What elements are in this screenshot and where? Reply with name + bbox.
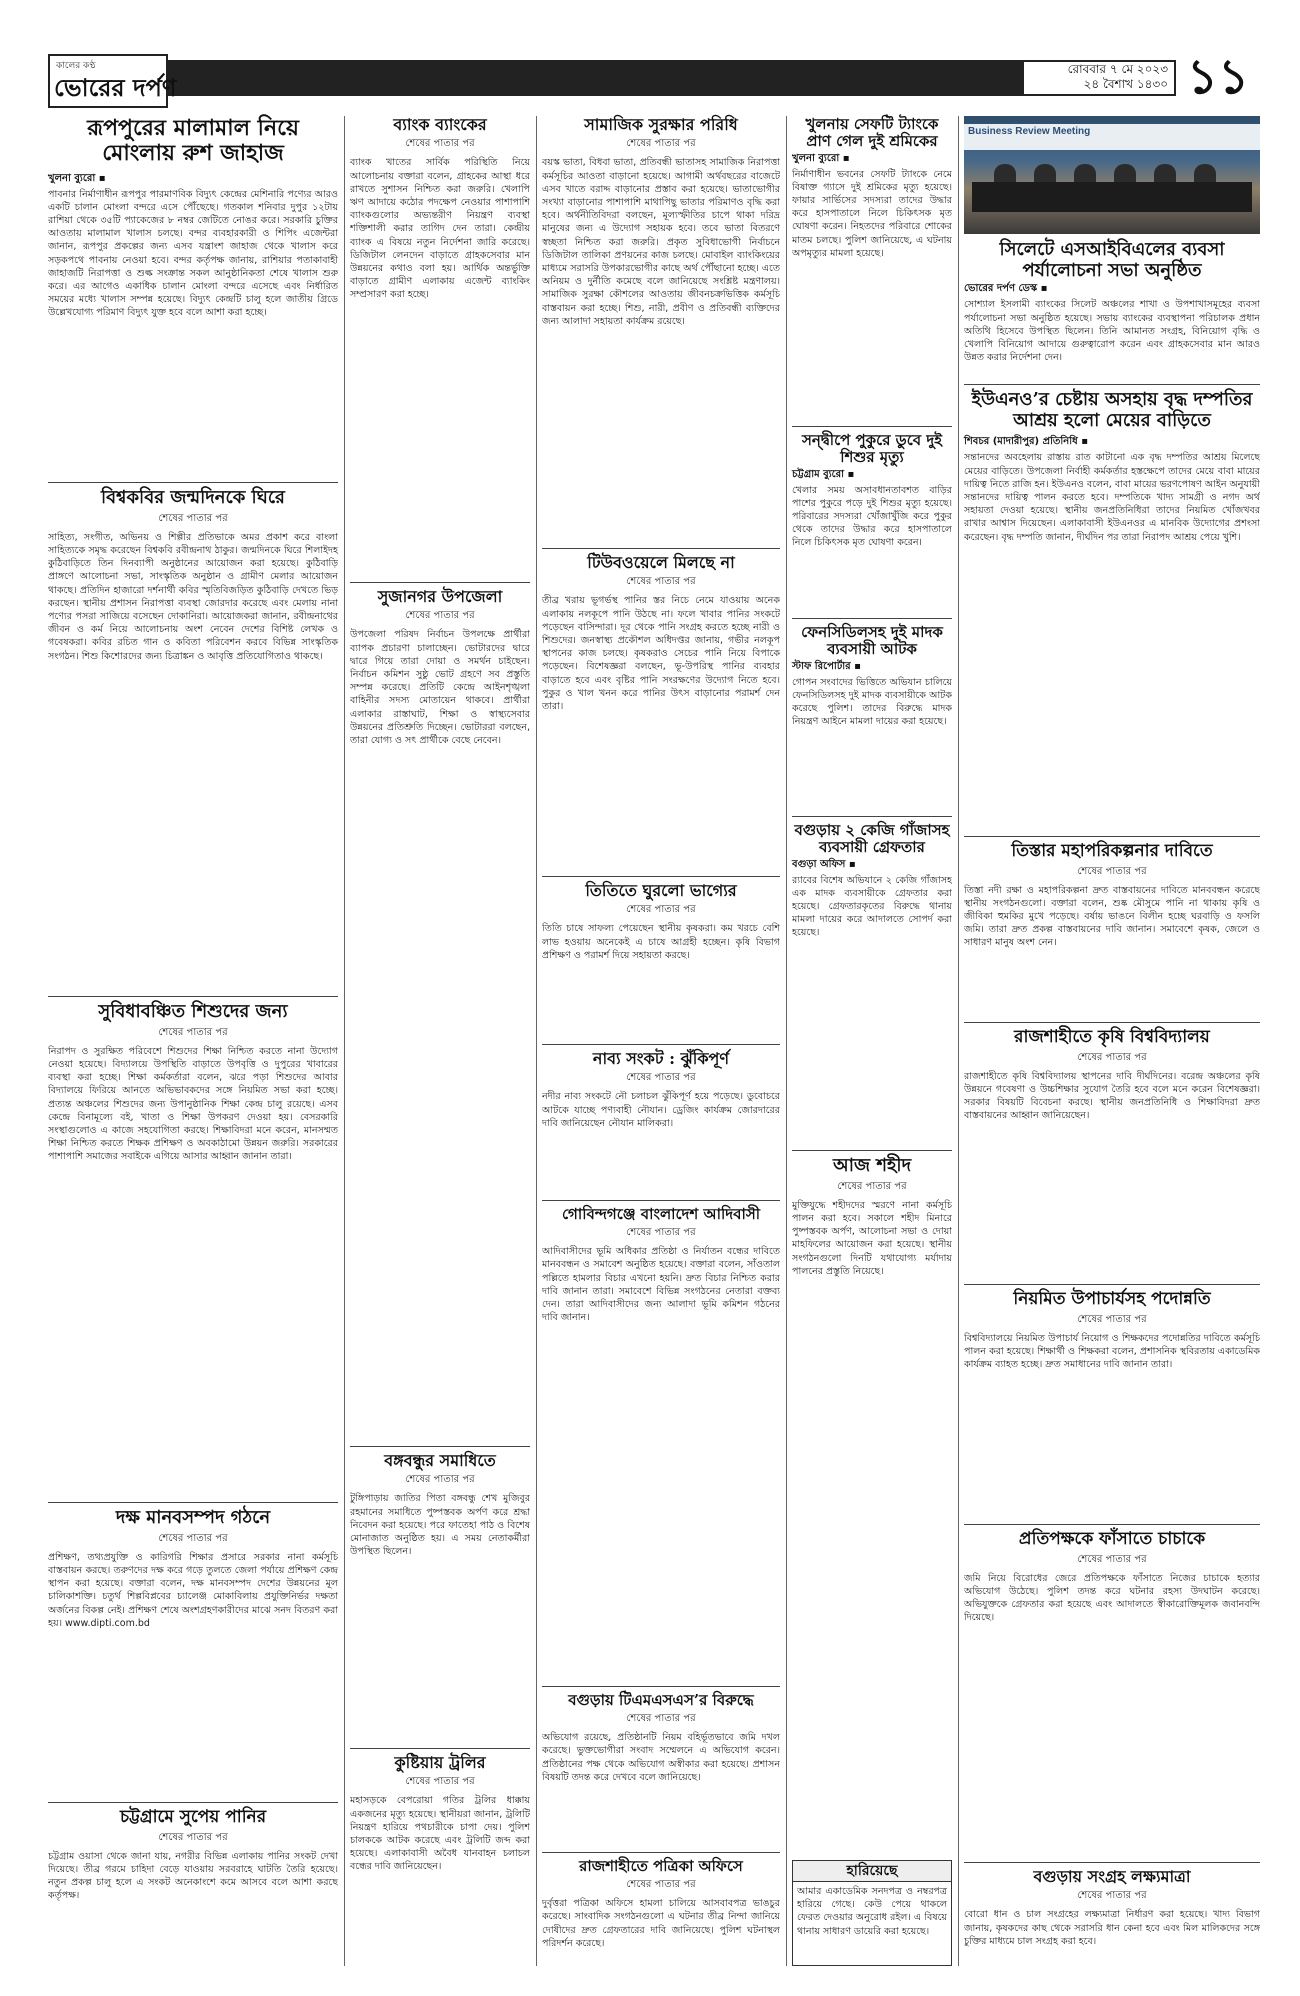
- continuation-label: শেষের পাতার পর: [1077, 1890, 1147, 1902]
- continuation-label: শেষের পাতার পর: [405, 138, 475, 150]
- divider: [350, 1748, 530, 1749]
- divider: [542, 1852, 780, 1853]
- continuation-label: শেষের পাতার পর: [626, 1227, 696, 1239]
- divider: [542, 1044, 780, 1045]
- headline: দক্ষ মানবসম্পদ গঠনে: [115, 1507, 271, 1528]
- divider: [964, 1284, 1260, 1285]
- continuation-label: শেষের পাতার পর: [158, 512, 228, 524]
- continuation-label: শেষের পাতার পর: [1077, 1553, 1147, 1565]
- article-body: বিশ্ববিদ্যালয়ে নিয়মিত উপাচার্য নিয়োগ ও শিক্ষকদের পদোন্নতির দাবিতে কর্মসূচি পালন করা হয়েছে। শিক্ষার্থী ও শিক্ষকরা বলেন, প্রশাসনিক স্থবিরতায় একাডেমিক কার্যক্রম ব্যাহত হচ্ছে। দ্রুত সমাধানের দাবি জানান তারা।: [964, 1332, 1260, 1370]
- article-khulna-tank: [792, 116, 952, 404]
- article-body: ব্যাংক খাতের সার্বিক পরিস্থিতি নিয়ে আলোচনায় বক্তারা বলেন, গ্রাহকের আস্থা ধরে রাখতে সুশাসন নিশ্চিত করা জরুরি। খেলাপি ঋণ আদায়ে কঠোর পদক্ষেপ নেওয়ার পাশাপাশি ব্যাংকগুলোর অভ্যন্তরীণ নিয়ন্ত্রণ ব্যবস্থা শক্তিশালী করার তাগিদ দেন তারা। কেন্দ্রীয় ব্যাংক এ বিষয়ে নতুন নির্দেশনা জারি করেছে। ডিজিটাল লেনদেন বাড়াতে গ্রাহকসেবার মান উন্নয়নের কথাও বলা হয়। আর্থিক অন্তর্ভুক্তি বাড়াতে গ্রামীণ এলাকায় এজেন্ট ব্যাংকিং সম্প্রসারণ করা হচ্ছে।: [350, 157, 530, 301]
- article-aaj-shahid: [792, 1156, 952, 1759]
- article-tista: [964, 842, 1260, 1026]
- article-body: টুঙ্গিপাড়ায় জাতির পিতা বঙ্গবন্ধু শেখ মুজিবুর রহমানের সমাধিতে পুষ্পস্তবক অর্পণ করে শ্রদ্ধা নিবেদন করা হয়েছে। পরে ফাতেহা পাঠ ও বিশেষ মোনাজাত অনুষ্ঠিত হয়। এ সময় নেতাকর্মীরা উপস্থিত ছিলেন।: [350, 1493, 530, 1558]
- article-body: তিস্তা নদী রক্ষা ও মহাপরিকল্পনা দ্রুত বাস্তবায়নের দাবিতে মানববন্ধন করেছে স্থানীয় সংগঠনগুলো। বক্তারা বলেন, শুষ্ক মৌসুমে পানি না থাকায় কৃষি ও জীবিকা হুমকির মুখে পড়েছে। বর্ষায় ভাঙনে বিলীন হচ্ছে ঘরবাড়ি ও ফসলি জমি। তারা দ্রুত প্রকল্প বাস্তবায়নের দাবি জানান। সমাবেশে কৃষক, জেলে ও সাধারণ মানুষ অংশ নেন।: [964, 884, 1260, 949]
- headline: আজ শহীদ: [832, 1155, 912, 1176]
- article-body: সাহিত্য, সংগীত, অভিনয় ও শিল্পীর প্রতিভাকে অমর প্রকাশ করে বাংলা সাহিত্যকে সমৃদ্ধ করেছেন বিশ্বকবি রবীন্দ্রনাথ ঠাকুর। জন্মদিনকে ঘিরে শিলাইদহ কুঠিবাড়িতে তিন দিনব্যাপী অনুষ্ঠানের আয়োজন করা হয়েছে। কুঠিবাড়ি প্রাঙ্গণে আলোচনা সভা, সাংস্কৃতিক অনুষ্ঠান ও গ্রামীণ মেলার আয়োজন থাকছে। প্রতিদিন হাজারো দর্শনার্থী কবির স্মৃতিবিজড়িত কুঠিবাড়ি দেখতে ভিড় করছেন। স্থানীয় প্রশাসন নিরাপত্তা ব্যবস্থা জোরদার করেছে এবং মেলায় নানা পণ্যের পসরা সাজিয়ে বসেছেন দোকানিরা। আয়োজকরা জানান, রবীন্দ্রনাথের জীবন ও কর্ম নিয়ে আলোচনায় অংশ নেবেন দেশের বিশিষ্ট লেখক ও গবেষকরা। কবির রচিত গান ও কবিতা পরিবেশন করবে বিভিন্ন সাংস্কৃতিক সংগঠন। শিশু কিশোরদের জন্য চিত্রাঙ্কন ও আবৃত্তি প্রতিযোগিতাও থাকছে।: [48, 531, 338, 662]
- divider: [48, 1502, 338, 1503]
- article-rajshahi-krishi: [964, 1028, 1260, 1288]
- divider: [542, 1200, 780, 1201]
- continuation-label: শেষের পাতার পর: [626, 1879, 696, 1891]
- headline: কুষ্টিয়ায় ট্রলির: [394, 1753, 486, 1772]
- column-divider: [536, 116, 537, 1966]
- divider: [542, 1686, 780, 1687]
- headline: সিলেটে এসআইবিএলের ব্যবসা পর্যালোচনা সভা অনুষ্ঠিত: [999, 239, 1225, 281]
- column-divider: [786, 116, 787, 1966]
- article-rooppur: [48, 116, 338, 498]
- lost-notice: [792, 1860, 952, 1966]
- logo-kicker: কালের কণ্ঠ: [56, 61, 96, 71]
- date-bangla: ২৪ বৈশাখ ১৪৩০: [1083, 77, 1168, 91]
- article-sujanagar: [350, 588, 530, 1448]
- byline: চট্টগ্রাম ব্যুরো ▪: [792, 468, 855, 480]
- headline: বগুড়ায় টিএমএসএস’র বিরুদ্ধে: [568, 1691, 754, 1709]
- article-body: নির্মাণাধীন ভবনের সেফটি ট্যাংকে নেমে বিষাক্ত গ্যাসে দুই শ্রমিকের মৃত্যু হয়েছে। ফায়ার সার্ভিসের সদস্যরা তাদের উদ্ধার করে হাসপাতালে নিলে চিকিৎসক মৃত ঘোষণা করেন। নিহতদের পরিবারে শোকের মাতম চলছে। পুলিশ জানিয়েছে, এ ঘটনায় অপমৃত্যুর মামলা হয়েছে।: [792, 168, 952, 259]
- logo-title: ভোরের দর্পণ: [54, 73, 177, 102]
- byline: শিবচর (মাদারীপুর) প্রতিনিধি ▪: [964, 436, 1088, 448]
- headline: টিউবওয়েলে মিলছে না: [587, 553, 735, 572]
- headline: বগুড়ায় ২ কেজি গাঁজাসহ ব্যবসায়ী গ্রেফতার: [794, 821, 950, 857]
- lost-notice-body: আমার একাডেমিক সনদপত্র ও নম্বরপত্র হারিয়ে গেছে। কেউ পেয়ে থাকলে ফেরত দেওয়ার অনুরোধ রইল। এ বিষয়ে থানায় সাধারণ ডায়েরি করা হয়েছে।: [797, 1886, 947, 1937]
- continuation-label: শেষের পাতার পর: [626, 576, 696, 588]
- divider: [350, 582, 530, 583]
- article-body: প্রশিক্ষণ, তথ্যপ্রযুক্তি ও কারিগরি শিক্ষার প্রসারে সরকার নানা কর্মসূচি বাস্তবায়ন করছে। তরুণদের দক্ষ করে গড়ে তুলতে জেলা পর্যায়ে প্রশিক্ষণ কেন্দ্র স্থাপন করা হয়েছে। বক্তারা বলেন, দক্ষ মানবসম্পদ দেশের উন্নয়নের মূল চালিকাশক্তি। চতুর্থ শিল্পবিপ্লবের চ্যালেঞ্জ মোকাবিলায় প্রযুক্তিনির্ভর দক্ষতা অর্জনের বিকল্প নেই। প্রশিক্ষণ শেষে অংশগ্রহণকারীদের মাঝে সনদ বিতরণ করা হয়। www.dipti.com.bd: [48, 1551, 338, 1629]
- page-number: ১১: [1176, 46, 1260, 108]
- article-bogura-ganja: [792, 822, 952, 1134]
- continuation-label: শেষের পাতার পর: [626, 138, 696, 150]
- article-titith: [542, 882, 780, 1040]
- continuation-label: শেষের পাতার পর: [1077, 1313, 1147, 1325]
- continuation-label: শেষের পাতার পর: [158, 1026, 228, 1038]
- divider: [964, 1022, 1260, 1023]
- byline: ভোরের দর্পণ ডেস্ক ▪: [964, 283, 1048, 295]
- article-body: র‌্যাবের বিশেষ অভিযানে ২ কেজি গাঁজাসহ এক মাদক ব্যবসায়ীকে গ্রেফতার করা হয়েছে। গ্রেফতারকৃতের বিরুদ্ধে থানায় মামলা দায়ের করে আদালতে সোপর্দ করা হয়েছে।: [792, 874, 952, 939]
- date-box: [1024, 62, 1174, 94]
- headline: খুলনায় সেফটি ট্যাংকে প্রাণ গেল দুই শ্রমিকের: [805, 115, 939, 151]
- divider: [964, 384, 1260, 385]
- column-divider: [344, 116, 345, 1966]
- continuation-label: শেষের পাতার পর: [626, 904, 696, 916]
- headline: রূপপুরের মালামাল নিয়ে মোংলায় রুশ জাহাজ: [87, 115, 299, 167]
- article-body: নদীর নাব্য সংকটে নৌ চলাচল ঝুঁকিপূর্ণ হয়ে পড়েছে। ডুবোচরে আটকে যাচ্ছে পণ্যবাহী নৌযান। ড্রেজিং কার্যক্রম জোরদারের দাবি জানিয়েছেন নৌযান মালিকরা।: [542, 1091, 780, 1129]
- headline: ইউএনও’র চেষ্টায় অসহায় বৃদ্ধ দম্পতির আশ্রয় হলো মেয়ের বাড়িতে: [971, 389, 1253, 431]
- headline: বগুড়ায় সংগ্রহ লক্ষ্যমাত্রা: [1033, 1867, 1191, 1886]
- continuation-label: শেষের পাতার পর: [405, 1776, 475, 1788]
- article-sandwip: [792, 432, 952, 622]
- article-body: আদিবাসীদের ভূমি অধিকার প্রতিষ্ঠা ও নির্যাতন বন্ধের দাবিতে মানববন্ধন ও সমাবেশ অনুষ্ঠিত হয়েছে। বক্তারা বলেন, সাঁওতাল পল্লিতে হামলার বিচার এখনো হয়নি। দ্রুত বিচার নিশ্চিত করার দাবি জানান তারা। সমাবেশে বিভিন্ন সংগঠনের নেতারা বক্তব্য দেন। তারা আদিবাসীদের জন্য আলাদা ভূমি কমিশন গঠনের দাবি জানান।: [542, 1246, 780, 1324]
- article-samajik: [542, 116, 780, 542]
- article-niyamit: [964, 1290, 1260, 1528]
- photo-banner: [964, 124, 1260, 150]
- article-fensidil: [792, 624, 952, 808]
- lost-notice-title: হারিয়েছে: [793, 1861, 951, 1882]
- date-gregorian: রোববার ৭ মে ২০২৩: [1067, 62, 1168, 76]
- article-subidha: [48, 1002, 338, 1507]
- article-body: গোপন সংবাদের ভিত্তিতে অভিযান চালিয়ে ফেনসিডিলসহ দুই মাদক ব্যবসায়ীকে আটক করেছে পুলিশ। তাদের বিরুদ্ধে মাদক নিয়ন্ত্রণ আইনে মামলা দায়ের করা হয়েছে।: [792, 676, 952, 728]
- article-pratipakkha: [964, 1530, 1260, 1866]
- article-body: উপজেলা পরিষদ নির্বাচন উপলক্ষে প্রার্থীরা ব্যাপক প্রচারণা চালাচ্ছেন। ভোটারদের দ্বারে দ্বারে গিয়ে তারা দোয়া ও সমর্থন চাইছেন। নির্বাচন কমিশন সুষ্ঠু ভোট গ্রহণে সব প্রস্তুতি সম্পন্ন করেছে। প্রতিটি কেন্দ্রে আইনশৃঙ্খলা বাহিনীর সদস্য মোতায়েন থাকবে। প্রার্থীরা এলাকার রাস্তাঘাট, শিক্ষা ও স্বাস্থ্যসেবার উন্নয়নের প্রতিশ্রুতি দিচ্ছেন। ভোটাররা বলছেন, তারা যোগ্য ও সৎ প্রার্থীকে বেছে নেবেন।: [350, 629, 530, 747]
- article-chattogram: [48, 1808, 338, 1990]
- divider: [792, 426, 952, 427]
- headline: বিশ্বকবির জন্মদিনকে ঘিরে: [101, 487, 285, 508]
- headline: নাব্য সংকট : ঝুঁকিপূর্ণ: [592, 1049, 730, 1068]
- headline: গোবিন্দগঞ্জে বাংলাদেশ আদিবাসী: [561, 1205, 761, 1223]
- article-body: সন্তানদের অবহেলায় রাস্তায় রাত কাটানো এক বৃদ্ধ দম্পতির আশ্রয় মিলেছে মেয়ের বাড়িতে। উপজেলা নির্বাহী কর্মকর্তার হস্তক্ষেপে তাদের মেয়ে বাবা মায়ের দায়িত্ব নিতে রাজি হন। ইউএনও বলেন, বাবা মায়ের ভরণপোষণ আইন অনুযায়ী সন্তানদের দায়িত্ব পালন করতে হবে। দম্পতিকে খাদ্য সামগ্রী ও নগদ অর্থ সহায়তা দেওয়া হয়েছে। স্থানীয় জনপ্রতিনিধিরা তাদের নিয়মিত খোঁজখবর রাখার আশ্বাস দিয়েছেন। এলাকাবাসী ইউএনওর এ মানবিক উদ্যোগের প্রশংসা করেছেন। বৃদ্ধ দম্পতি জানান, দীর্ঘদিন পর তারা নিরাপদ আশ্রয় পেয়ে খুশি।: [964, 452, 1260, 543]
- byline: বগুড়া অফিস ▪: [792, 858, 856, 870]
- article-body: চট্টগ্রাম ওয়াসা থেকে জানা যায়, নগরীর বিভিন্ন এলাকায় পানির সংকট দেখা দিয়েছে। তীব্র গরমে চাহিদা বেড়ে যাওয়ায় সরবরাহে ঘাটতি তৈরি হয়েছে। নতুন প্রকল্প চালু হলে এ সংকট অনেকাংশে কমে আসবে বলে আশা করছে কর্তৃপক্ষ।: [48, 1850, 338, 1902]
- divider: [964, 1862, 1260, 1863]
- divider: [792, 1150, 952, 1151]
- byline: খুলনা ব্যুরো ▪: [792, 152, 850, 164]
- headline: রাজশাহীতে পত্রিকা অফিসে: [579, 1857, 743, 1875]
- continuation-label: শেষের পাতার পর: [405, 610, 475, 622]
- article-body: পাবনার নির্মাণাধীন রূপপুর পারমাণবিক বিদ্যুৎ কেন্দ্রের মেশিনারি পণ্যের আরও একটি চালান মোংলা বন্দরে এসে পৌঁছেছে। গতকাল শনিবার দুপুর ১২টায় রাশিয়া থেকে ৩৫টি প্যাকেজের ৮ নম্বর জেটিতে নোঙর করে। সরকারি চুক্তির আওতায় মালামাল খালাস চলছে। বন্দর ব্যবহারকারী ও শিপিং এজেন্টরা জানান, রূপপুর প্রকল্পের জন্য এসব যন্ত্রাংশ জাহাজ থেকে খালাস করে সড়কপথে পাবনায় নেওয়া হবে। বন্দর কর্তৃপক্ষ জানায়, রাশিয়ার পতাকাবাহী জাহাজটি নিরাপত্তা ও শুল্ক সংক্রান্ত সকল আনুষ্ঠানিকতা শেষে খালাস শুরু করে। এর আগেও একাধিক চালান মোংলা বন্দরে এসেছে এবং নির্ধারিত সময়ের মধ্যে খালাস সম্পন্ন হয়েছে। বিদ্যুৎ কেন্দ্রটি চালু হলে জাতীয় গ্রিডে উল্লেখযোগ্য পরিমাণ বিদ্যুৎ যুক্ত হবে বলে আশা করা হচ্ছে।: [48, 188, 338, 319]
- headline: তিতিতে ঘুরলো ভাগ্যের: [585, 881, 737, 900]
- article-bishwakabi: [48, 488, 338, 1001]
- photo-banner-text: Business Review Meeting: [968, 126, 1091, 137]
- divider: [542, 548, 780, 549]
- headline: তিস্তার মহাপরিকল্পনার দাবিতে: [1011, 841, 1213, 861]
- continuation-label: শেষের পাতার পর: [158, 1532, 228, 1544]
- headline: ব্যাংক ব্যাংকের: [393, 115, 487, 134]
- continuation-label: শেষের পাতার পর: [626, 1072, 696, 1084]
- article-tubewell: [542, 554, 780, 872]
- article-body: বোরো ধান ও চাল সংগ্রহের লক্ষ্যমাত্রা নির্ধারণ করা হয়েছে। খাদ্য বিভাগ জানায়, কৃষকদের কাছ থেকে সরাসরি ধান কেনা হবে এবং মিল মালিকদের সঙ্গে চুক্তির মাধ্যমে চাল সংগ্রহ করা হবে।: [964, 1909, 1260, 1947]
- divider: [792, 816, 952, 817]
- headline: সামাজিক সুরক্ষার পরিধি: [584, 115, 738, 134]
- article-nabya: [542, 1050, 780, 1196]
- article-rajshahi-patrika: [542, 1858, 780, 1989]
- headline: সুজানগর উপজেলা: [377, 587, 503, 606]
- divider: [48, 996, 338, 997]
- byline: স্টাফ রিপোর্টার ▪: [792, 660, 861, 672]
- article-body: অভিযোগ রয়েছে, প্রতিষ্ঠানটি নিয়ম বহির্ভূতভাবে জমি দখল করেছে। ভুক্তভোগীরা সংবাদ সম্মেলনে এ অভিযোগ করেন। প্রতিষ্ঠানের পক্ষ থেকে অভিযোগ অস্বীকার করা হয়েছে। প্রশাসন বিষয়টি তদন্ত করে দেখবে বলে জানিয়েছে।: [542, 1732, 780, 1783]
- continuation-label: শেষের পাতার পর: [626, 1713, 696, 1725]
- article-body: তিতি চাষে সাফল্য পেয়েছেন স্থানীয় কৃষকরা। কম খরচে বেশি লাভ হওয়ায় অনেকেই এ চাষে আগ্রহী হচ্ছেন। কৃষি বিভাগ প্রশিক্ষণ ও পরামর্শ দিয়ে সহায়তা করছে।: [542, 923, 780, 961]
- divider: [48, 482, 338, 483]
- article-uno: [964, 390, 1260, 827]
- article-bogura-lakkhya: [964, 1868, 1260, 1972]
- headline: ফেনসিডিলসহ দুই মাদক ব্যবসায়ী আটক: [801, 623, 943, 659]
- article-body: নিরাপদ ও সুরক্ষিত পরিবেশে শিশুদের শিক্ষা নিশ্চিত করতে নানা উদ্যোগ নেওয়া হয়েছে। বিদ্যালয়ে উপস্থিতি বাড়াতে উপবৃত্তি ও দুপুরের খাবারের ব্যবস্থা করা হচ্ছে। শিক্ষা কর্মকর্তারা বলেন, ঝরে পড়া শিশুদের আবার বিদ্যালয়ে ফিরিয়ে আনতে অভিভাবকদের সঙ্গে নিয়মিত সভা করা হচ্ছে। প্রত্যন্ত অঞ্চলের শিশুদের জন্য উপানুষ্ঠানিক শিক্ষা কেন্দ্র চালু রয়েছে। এসব কেন্দ্রে বিনামূল্যে বই, খাতা ও শিক্ষা উপকরণ দেওয়া হয়। বেসরকারি সংস্থাগুলোও এ কাজে সহযোগিতা করছে। শিক্ষাবিদরা মনে করেন, মানসম্মত শিক্ষা নিশ্চিত করতে শিক্ষক প্রশিক্ষণ ও অবকাঠামো উন্নয়ন জরুরি। সরকারের পাশাপাশি সমাজের সবাইকে এগিয়ে আসার আহ্বান জানান তারা।: [48, 1045, 338, 1163]
- divider: [792, 618, 952, 619]
- divider: [964, 836, 1260, 837]
- continuation-label: শেষের পাতার পর: [837, 1180, 907, 1192]
- article-body: খেলার সময় অসাবধানতাবশত বাড়ির পাশের পুকুরে পড়ে দুই শিশুর মৃত্যু হয়েছে। পরিবারের সদস্যরা খোঁজাখুঁজি করে পুকুর থেকে তাদের উদ্ধার করে হাসপাতালে নিলে চিকিৎসক মৃত ঘোষণা করেন।: [792, 484, 952, 549]
- article-body: জমি নিয়ে বিরোধের জেরে প্রতিপক্ষকে ফাঁসাতে নিজের চাচাকে হত্যার অভিযোগ উঠেছে। পুলিশ তদন্ত করে ঘটনার রহস্য উদঘাটন করেছে। অভিযুক্তকে গ্রেফতার করা হয়েছে এবং আদালতে স্বীকারোক্তিমূলক জবানবন্দি দিয়েছে।: [964, 1572, 1260, 1624]
- article-body: মহাসড়কে বেপরোয়া গতির ট্রলির ধাক্কায় একজনের মৃত্যু হয়েছে। স্থানীয়রা জানান, ট্রলিটি নিয়ন্ত্রণ হারিয়ে পথচারীকে চাপা দেয়। পুলিশ চালককে আটক করেছে এবং ট্রলিটি জব্দ করা হয়েছে। এলাকাবাসী অবৈধ যানবাহন চলাচল বন্ধের দাবি জানিয়েছেন।: [350, 1795, 530, 1873]
- headline: সন্দ্বীপে পুকুরে ডুবে দুই শিশুর মৃত্যু: [802, 431, 942, 467]
- article-bank: [350, 116, 530, 576]
- article-body: বয়স্ক ভাতা, বিধবা ভাতা, প্রতিবন্ধী ভাতাসহ সামাজিক নিরাপত্তা কর্মসূচির আওতা বাড়ানো হয়েছে। আগামী অর্থবছরের বাজেটে এসব খাতে বরাদ্দ বাড়ানোর প্রস্তাব করা হয়েছে। ভাতাভোগীর সংখ্যা বাড়ানোর পাশাপাশি মাথাপিছু ভাতার পরিমাণও বৃদ্ধি করা হবে। অর্থনীতিবিদরা বলছেন, মূল্যস্ফীতির চাপে থাকা দরিদ্র মানুষের জন্য এ উদ্যোগ সহায়ক হবে। তবে ভাতা বিতরণে স্বচ্ছতা নিশ্চিত করা জরুরি। প্রকৃত সুবিধাভোগী নির্বাচনে ডিজিটাল তালিকা প্রণয়নের কাজ চলছে। মোবাইল ব্যাংকিংয়ের মাধ্যমে সরাসরি উপকারভোগীর কাছে অর্থ পৌঁছানো হচ্ছে। এতে অনিয়ম ও দুর্নীতি কমেছে বলে জানিয়েছে সংশ্লিষ্ট মন্ত্রণালয়। সামাজিক সুরক্ষা কৌশলের আওতায় জীবনচক্রভিত্তিক কর্মসূচি বাস্তবায়ন করা হচ্ছে। শিশু, নারী, প্রবীণ ও প্রতিবন্ধী ব্যক্তিদের জন্য আলাদা সহায়তা কার্যক্রম রয়েছে।: [542, 157, 780, 327]
- divider: [542, 876, 780, 877]
- divider: [350, 1446, 530, 1447]
- continuation-label: শেষের পাতার পর: [158, 1831, 228, 1843]
- headline: নিয়মিত উপাচার্যসহ পদোন্নতি: [1013, 1289, 1211, 1309]
- headline: সুবিধাবঞ্চিত শিশুদের জন্য: [98, 1001, 288, 1022]
- divider: [48, 1802, 338, 1803]
- article-body: তীব্র খরায় ভূগর্ভস্থ পানির স্তর নিচে নেমে যাওয়ায় অনেক এলাকায় নলকূপে পানি উঠছে না। ফলে খাবার পানির সংকটে পড়েছেন বাসিন্দারা। দূর থেকে পানি সংগ্রহ করতে হচ্ছে নারী ও শিশুদের। জনস্বাস্থ্য প্রকৌশল অধিদপ্তর জানায়, গভীর নলকূপ স্থাপনের কাজ চলছে। কৃষকরাও সেচের পানি নিয়ে বিপাকে পড়েছেন। বিশেষজ্ঞরা বলছেন, ভূ-উপরিস্থ পানির ব্যবহার বাড়াতে হবে এবং বৃষ্টির পানি সংরক্ষণের উদ্যোগ নিতে হবে। পুকুর ও খাল খনন করে পানির উৎস বাড়ানোর পরামর্শ দেন তারা।: [542, 595, 780, 713]
- meeting-photo: [964, 116, 1260, 234]
- article-bangabandhu: [350, 1452, 530, 1748]
- continuation-label: শেষের পাতার পর: [405, 1474, 475, 1486]
- article-body: মুক্তিযুদ্ধে শহীদদের স্মরণে নানা কর্মসূচি পালন করা হবে। সকালে শহীদ মিনারে পুষ্পস্তবক অর্পণ, আলোচনা সভা ও দোয়া মাহফিলের আয়োজন করা হয়েছে। স্থানীয় সংগঠনগুলো দিনটি যথাযোগ্য মর্যাদায় পালনের প্রস্তুতি নিয়েছে।: [792, 1199, 952, 1277]
- article-body: সোশ্যাল ইসলামী ব্যাংকের সিলেট অঞ্চলের শাখা ও উপশাখাসমূহের ব্যবসা পর্যালোচনা সভা অনুষ্ঠিত হয়েছে। সভায় ব্যাংকের ব্যবস্থাপনা পরিচালক প্রধান অতিথি হিসেবে উপস্থিত ছিলেন। তিনি আমানত সংগ্রহ, বিনিয়োগ বৃদ্ধি ও খেলাপি বিনিয়োগ আদায়ে গুরুত্বারোপ করেন এবং গ্রাহকসেবার মান আরও উন্নত করার নির্দেশনা দেন।: [964, 299, 1260, 364]
- article-body: রাজশাহীতে কৃষি বিশ্ববিদ্যালয় স্থাপনের দাবি দীর্ঘদিনের। বরেন্দ্র অঞ্চলের কৃষি উন্নয়নে গবেষণা ও উচ্চশিক্ষার সুযোগ তৈরি হবে বলে মনে করেন বিশেষজ্ঞরা। সরকার বিষয়টি বিবেচনা করছে। স্থানীয় জনপ্রতিনিধি ও শিক্ষাবিদরা দ্রুত বাস্তবায়নের আহ্বান জানিয়েছেন।: [964, 1070, 1260, 1122]
- article-sylhet: [964, 240, 1260, 380]
- article-tmss: [542, 1692, 780, 1849]
- article-gobindaganj: [542, 1206, 780, 1685]
- column-divider: [958, 116, 959, 1966]
- byline: খুলনা ব্যুরো ▪: [48, 172, 106, 184]
- continuation-label: শেষের পাতার পর: [1077, 865, 1147, 877]
- newspaper-logo: [48, 54, 177, 108]
- headline: বঙ্গবন্ধুর সমাধিতে: [384, 1451, 496, 1470]
- article-body: দুর্বৃত্তরা পত্রিকা অফিসে হামলা চালিয়ে আসবাবপত্র ভাঙচুর করেছে। সাংবাদিক সংগঠনগুলো এ ঘটনার তীব্র নিন্দা জানিয়ে দোষীদের দ্রুত গ্রেফতারের দাবি জানিয়েছে। পুলিশ ঘটনাস্থল পরিদর্শন করেছে।: [542, 1898, 780, 1949]
- headline: চট্টগ্রামে সুপেয় পানির: [119, 1807, 267, 1827]
- meeting-table: [972, 182, 1252, 212]
- article-kushtia: [350, 1754, 530, 1990]
- headline: রাজশাহীতে কৃষি বিশ্ববিদ্যালয়: [1014, 1027, 1210, 1047]
- masthead: [48, 40, 1260, 110]
- continuation-label: শেষের পাতার পর: [1077, 1051, 1147, 1063]
- divider: [964, 1524, 1260, 1525]
- article-daksha: [48, 1508, 338, 1807]
- headline: প্রতিপক্ষকে ফাঁসাতে চাচাকে: [1018, 1529, 1206, 1549]
